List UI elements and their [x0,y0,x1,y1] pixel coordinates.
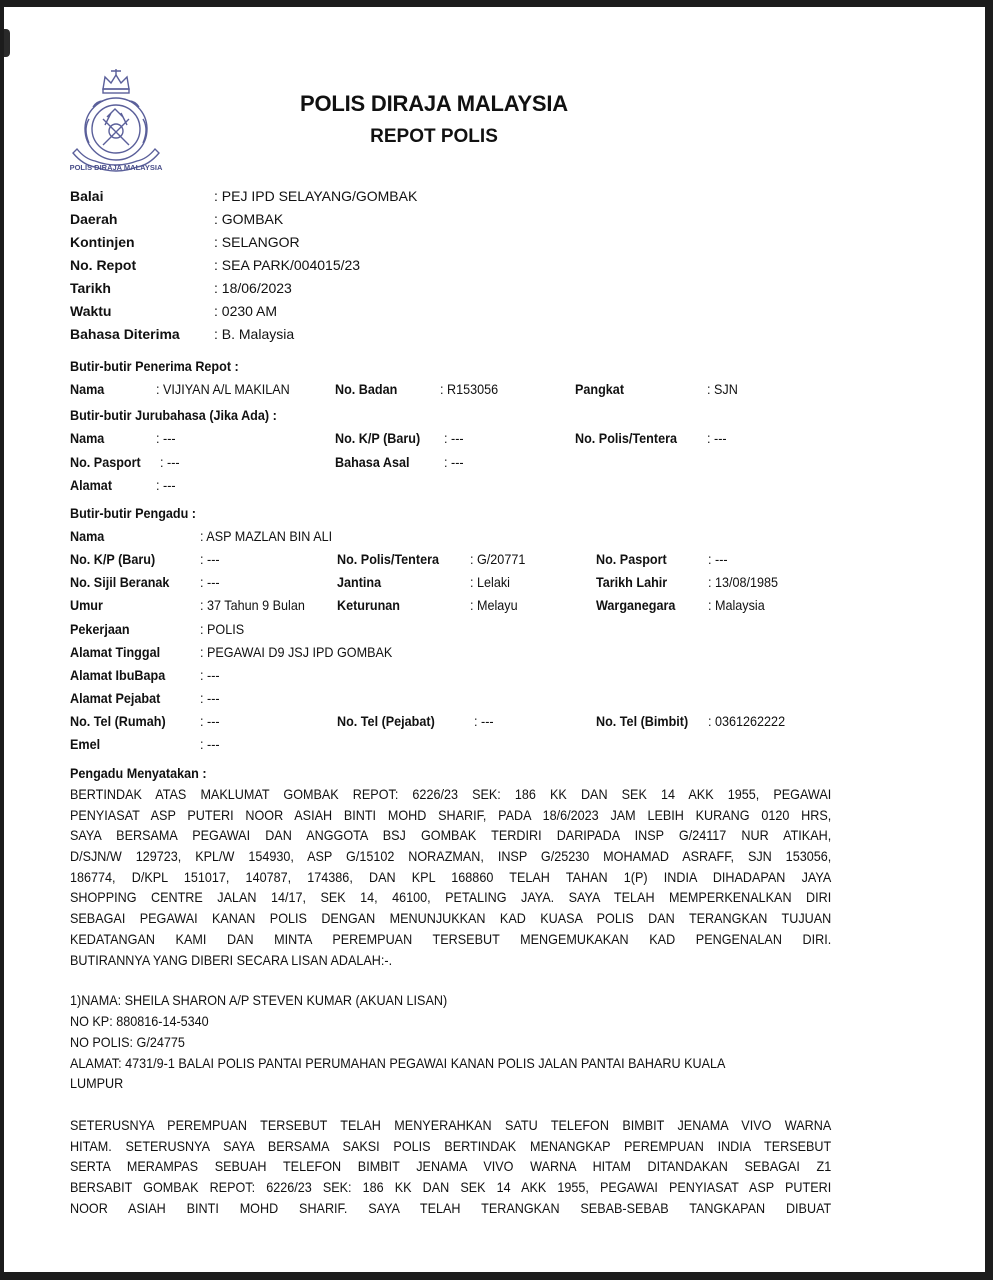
receiver-nama-label: Nama [70,381,105,397]
daerah-label: Daerah [70,211,118,227]
suspect-alamat-cont: LUMPUR [70,1075,124,1091]
interpreter-bahasa-value: : --- [444,454,464,470]
complainant-telrumah-label: No. Tel (Rumah) [70,713,166,729]
complainant-keturunan-value: : Melayu [470,597,518,613]
complainant-pekerjaan-label: Pekerjaan [70,621,130,637]
complainant-telpejabat-label: No. Tel (Pejabat) [337,713,435,729]
complainant-pasport-value: : --- [708,551,728,567]
window-edge-mark [4,29,10,57]
statement-line: PENYIASAT ASP PUTERI NOOR ASIAH BINTI MOHD SHARIF, PADA 18/6/2023 JAM LEBIH KURANG 0120 HRS, [70,806,832,823]
complainant-tinggal-label: Alamat Tinggal [70,644,161,660]
receiver-nama-value: : VIJIYAN A/L MAKILAN [156,381,290,397]
complainant-telbimbit-label: No. Tel (Bimbit) [596,713,689,729]
complainant-emel-label: Emel [70,736,101,752]
complainant-ibubapa-label: Alamat IbuBapa [70,667,166,683]
waktu-label: Waktu [70,303,112,319]
interpreter-nama-label: Nama [70,430,105,446]
complainant-keturunan-label: Keturunan [337,597,400,613]
report-page [4,7,985,1272]
interpreter-nama-value: : --- [156,430,176,446]
complainant-pasport-label: No. Pasport [596,551,667,567]
balai-label: Balai [70,188,104,204]
statement-line: SERTA MERAMPAS SEBUAH TELEFON BIMBIT JENAMA VIVO WARNA HITAM DITANDAKAN SEBAGAI Z1 [70,1158,832,1175]
complainant-lahir-value: : 13/08/1985 [708,574,779,590]
complainant-ibubapa-value: : --- [200,667,220,683]
complainant-kp-label: No. K/P (Baru) [70,551,156,567]
bahasa-label: Bahasa Diterima [70,326,180,342]
waktu-value: : 0230 AM [214,303,278,319]
complainant-lahir-label: Tarikh Lahir [596,574,668,590]
statement-heading: Pengadu Menyatakan : [70,765,207,781]
statement-line: SEBAGAI PEGAWAI KANAN POLIS DENGAN MENUNJUKKAN KAD KUASA POLIS DAN TERANGKAN TUJUAN [70,910,832,927]
complainant-polis-label: No. Polis/Tentera [337,551,439,567]
interpreter-polis-label: No. Polis/Tentera [575,430,677,446]
statement-line: BERSABIT GOMBAK REPOT: 6226/23 SEK: 186 KK DAN SEK 14 AKK 1955, PEGAWAI PENYIASAT ASP PUTERI [70,1179,832,1196]
interpreter-pasport-value: : --- [160,454,180,470]
kontinjen-value: : SELANGOR [214,234,300,250]
complainant-pejabat-label: Alamat Pejabat [70,690,161,706]
bahasa-value: : B. Malaysia [214,326,295,342]
statement-line: SETERUSNYA PEREMPUAN TERSEBUT TELAH MENYERAHKAN SATU TELEFON BIMBIT JENAMA VIVO WARNA [70,1117,832,1133]
statement-line: KEDATANGAN KAMI DAN MINTA PEREMPUAN TERSEBUT MENGEMUKAKAN KAD PENGENALAN DIRI. [70,930,832,947]
daerah-value: : GOMBAK [214,211,284,227]
complainant-jantina-value: : Lelaki [470,574,510,590]
interpreter-bahasa-label: Bahasa Asal [335,454,410,470]
complainant-sijil-label: No. Sijil Beranak [70,574,170,590]
complainant-telpejabat-value: : --- [474,713,494,729]
complainant-emel-value: : --- [200,736,220,752]
suspect-name: 1)NAMA: SHEILA SHARON A/P STEVEN KUMAR (AKUAN LISAN) [70,992,448,1008]
interpreter-kp-label: No. K/P (Baru) [335,430,421,446]
statement-line: SAYA BERSAMA PEGAWAI DAN ANGGOTA BSJ GOMBAK TERDIRI DARIPADA INSP G/24117 NUR ATIKAH, [70,827,832,844]
no-repot-value: : SEA PARK/004015/23 [214,257,361,273]
complainant-telbimbit-value: : 0361262222 [708,713,786,729]
complainant-tinggal-value: : PEGAWAI D9 JSJ IPD GOMBAK [200,644,393,660]
complainant-warga-value: : Malaysia [708,597,765,613]
statement-paragraph-2 [70,1115,832,1218]
receiver-pangkat-label: Pangkat [575,381,625,397]
receiver-pangkat-value: : SJN [707,381,738,397]
complainant-kp-value: : --- [200,551,220,567]
suspect-kp: NO KP: 880816-14-5340 [70,1013,209,1029]
svg-text:POLIS DIRAJA MALAYSIA: POLIS DIRAJA MALAYSIA [69,163,163,172]
statement-paragraph-1 [70,784,832,970]
suspect-polis: NO POLIS: G/24775 [70,1034,185,1050]
statement-line: SHOPPING CENTRE JALAN 14/17, SEK 14, 46100, PETALING JAYA. SAYA TELAH MEMPERKENALKAN DIRI [70,889,832,906]
complainant-polis-value: : G/20771 [470,551,526,567]
statement-line: 186774, D/KPL 151017, 140787, 174386, DAN KPL 168860 TELAH TAHAN 1(P) INDIA DIHADAPAN JAYA [70,868,832,885]
receiver-badan-value: : R153056 [440,381,499,397]
tarikh-value: : 18/06/2023 [214,280,292,296]
statement-line: D/SJN/W 129723, KPL/W 154930, ASP G/15102 NORAZMAN, INSP G/25230 MOHAMAD ASRAFF, SJN 153056, [70,848,832,865]
complainant-umur-label: Umur [70,597,103,613]
tarikh-label: Tarikh [70,280,111,296]
interpreter-polis-value: : --- [707,430,727,446]
interpreter-alamat-value: : --- [156,477,176,493]
complainant-sijil-value: : --- [200,574,220,590]
suspect-alamat: ALAMAT: 4731/9-1 BALAI POLIS PANTAI PERUMAHAN PEGAWAI KANAN POLIS JALAN PANTAI BAHARU KUALA [70,1055,726,1071]
interpreter-kp-value: : --- [444,430,464,446]
complainant-pejabat-value: : --- [200,690,220,706]
complainant-heading: Butir-butir Pengadu : [70,505,196,521]
complainant-pekerjaan-value: : POLIS [200,621,245,637]
page-subtitle: REPOT POLIS [370,126,498,147]
interpreter-heading: Butir-butir Jurubahasa (Jika Ada) : [70,407,277,423]
complainant-telrumah-value: : --- [200,713,220,729]
complainant-umur-value: : 37 Tahun 9 Bulan [200,597,305,613]
receiver-badan-label: No. Badan [335,381,398,397]
no-repot-label: No. Repot [70,257,137,273]
receiver-heading: Butir-butir Penerima Repot : [70,358,239,374]
interpreter-pasport-label: No. Pasport [70,454,141,470]
complainant-nama-value: : ASP MAZLAN BIN ALI [200,528,333,544]
complainant-warga-label: Warganegara [596,597,676,613]
page-title: POLIS DIRAJA MALAYSIA [300,91,568,116]
statement-line: NOOR ASIAH BINTI MOHD SHARIF. SAYA TELAH TERANGKAN SEBAB-SEBAB TANGKAPAN DIBUAT [70,1199,832,1216]
kontinjen-label: Kontinjen [70,234,135,250]
statement-line: BUTIRANNYA YANG DIBERI SECARA LISAN ADALAH:-. [70,951,393,968]
interpreter-alamat-label: Alamat [70,477,113,493]
pdrm-crest-icon [67,67,165,182]
balai-value: : PEJ IPD SELAYANG/GOMBAK [214,188,418,204]
complainant-jantina-label: Jantina [337,574,382,590]
complainant-nama-label: Nama [70,528,105,544]
statement-line: HITAM. SETERUSNYA SAYA BERSAMA SAKSI POLIS BERTINDAK MENANGKAP PEREMPUAN INDIA TERSEBUT [70,1137,832,1154]
statement-line: BERTINDAK ATAS MAKLUMAT GOMBAK REPOT: 6226/23 SEK: 186 KK DAN SEK 14 AKK 1955, PEGAWAI [70,786,832,802]
